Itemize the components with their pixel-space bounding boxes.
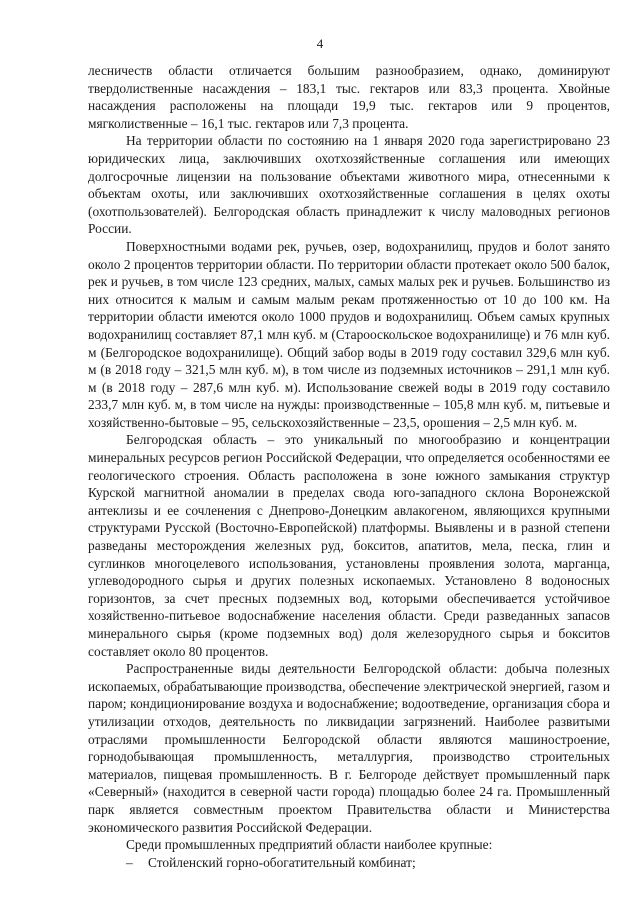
paragraph-mineral-resources: Белгородская область – это уникальный по многообразию и концентрации минеральных ресурсов регион Российской Федерации, что определяется особенностями ее геологического строения. Область расположена в зоне южного замыкания структур Курской магнитной аномалии в пределах свода юго-западного склона Воронежской антеклизы и ее сочленения с Днепрово-Донецким авлакогеном, являющихся крупными структурами Русской (Восточно-Европейской) платформы. Выявлены и в разной степени разведаны месторождения железных руд, бокситов, апатитов, мела, песка, глин и суглинков многоцелевого использования, установлены проявления золота, марганца, углеводородного сырья и других полезных ископаемых. Установлено 8 водоносных горизонтов, за счет пресных подземных вод, которыми обеспечивается устойчивое хозяйственно-питьевое водоснабжение населения области. Среди разведанных запасов минерального сырья (кроме подземных вод) доля железорудного сырья и бокситов составляет около 80 процентов. [88, 432, 610, 659]
list-item-text: Стойленский горно-обогатительный комбинат; [148, 854, 416, 870]
paragraph-industry: Распространенные виды деятельности Белгородской области: добыча полезных ископаемых, обрабатывающие производства, обеспечение электрической энергией, газом и паром; кондиционирование воздуха и водоснабжение; водоотведение, организация сбора и утилизации отходов, деятельность по ликвидации загрязнений. Наиболее развитыми отраслями промышленности Белгородской области являются машиностроение, горнодобывающая промышленность, металлургия, производство строительных материалов, пищевая промышленность. В г. Белгороде действует промышленный парк «Северный» (находится в северной части города) площадью более 24 га. Промышленный парк является совместным проектом Правительства области и Министерства экономического развития Российской Федерации. [88, 661, 610, 835]
paragraph-hunting-users: На территории области по состоянию на 1 января 2020 года зарегистрировано 23 юридических лица, заключивших охотхозяйственные соглашения или имеющих долгосрочные лицензии на пользование объектами животного мира, отнесенными к объектам охоты, или заключивших охотхозяйственные соглашения в целях охоты (охотпользователей). Белгородская область принадлежит к числу маловодных регионов России. [88, 133, 610, 237]
paragraph-forest-composition: лесничеств области отличается большим разнообразием, однако, доминируют твердолиственные насаждения – 183,1 тыс. гектаров или 83,3 процента. Хвойные насаждения расположены на площади 19,9 тыс. гектаров или 9 процентов, мягколиственные – 16,1 тыс. гектаров или 7,3 процента. [88, 63, 610, 131]
paragraph-surface-waters: Поверхностными водами рек, ручьев, озер, водохранилищ, прудов и болот занято около 2 процентов территории области. По территории области протекает около 500 балок, рек и ручьев, в том числе 123 средних, малых, самых малых рек и ручьев. Большинство из них относится к малым и самым малым рекам протяженностью от 10 до 100 км. На территории области имеются около 1000 прудов и водохранилищ. Объем самых крупных водохранилищ составляет 87,1 млн куб. м (Старооскольское водохранилище) и 76 млн куб. м (Белгородское водохранилище). Общий забор воды в 2019 году составил 329,6 млн куб. м (в 2018 году – 321,5 млн куб. м), в том числе из подземных источников – 291,1 млн куб. м (в 2018 году – 287,6 млн куб. м). Использование свежей воды в 2019 году составило 233,7 млн куб. м, в том числе на нужды: производственные – 105,8 млн куб. м, питьевые и хозяйственно-бытовые – 95, сельскохозяйственные – 23,5, орошения – 2,5 млн куб. м. [88, 238, 610, 430]
list-dash-marker: – [126, 854, 133, 870]
list-item [88, 854, 610, 872]
document-body [88, 62, 610, 871]
page-number: 4 [316, 36, 324, 51]
paragraph-enterprises-intro: Среди промышленных предприятий области наиболее крупные: [126, 837, 493, 853]
